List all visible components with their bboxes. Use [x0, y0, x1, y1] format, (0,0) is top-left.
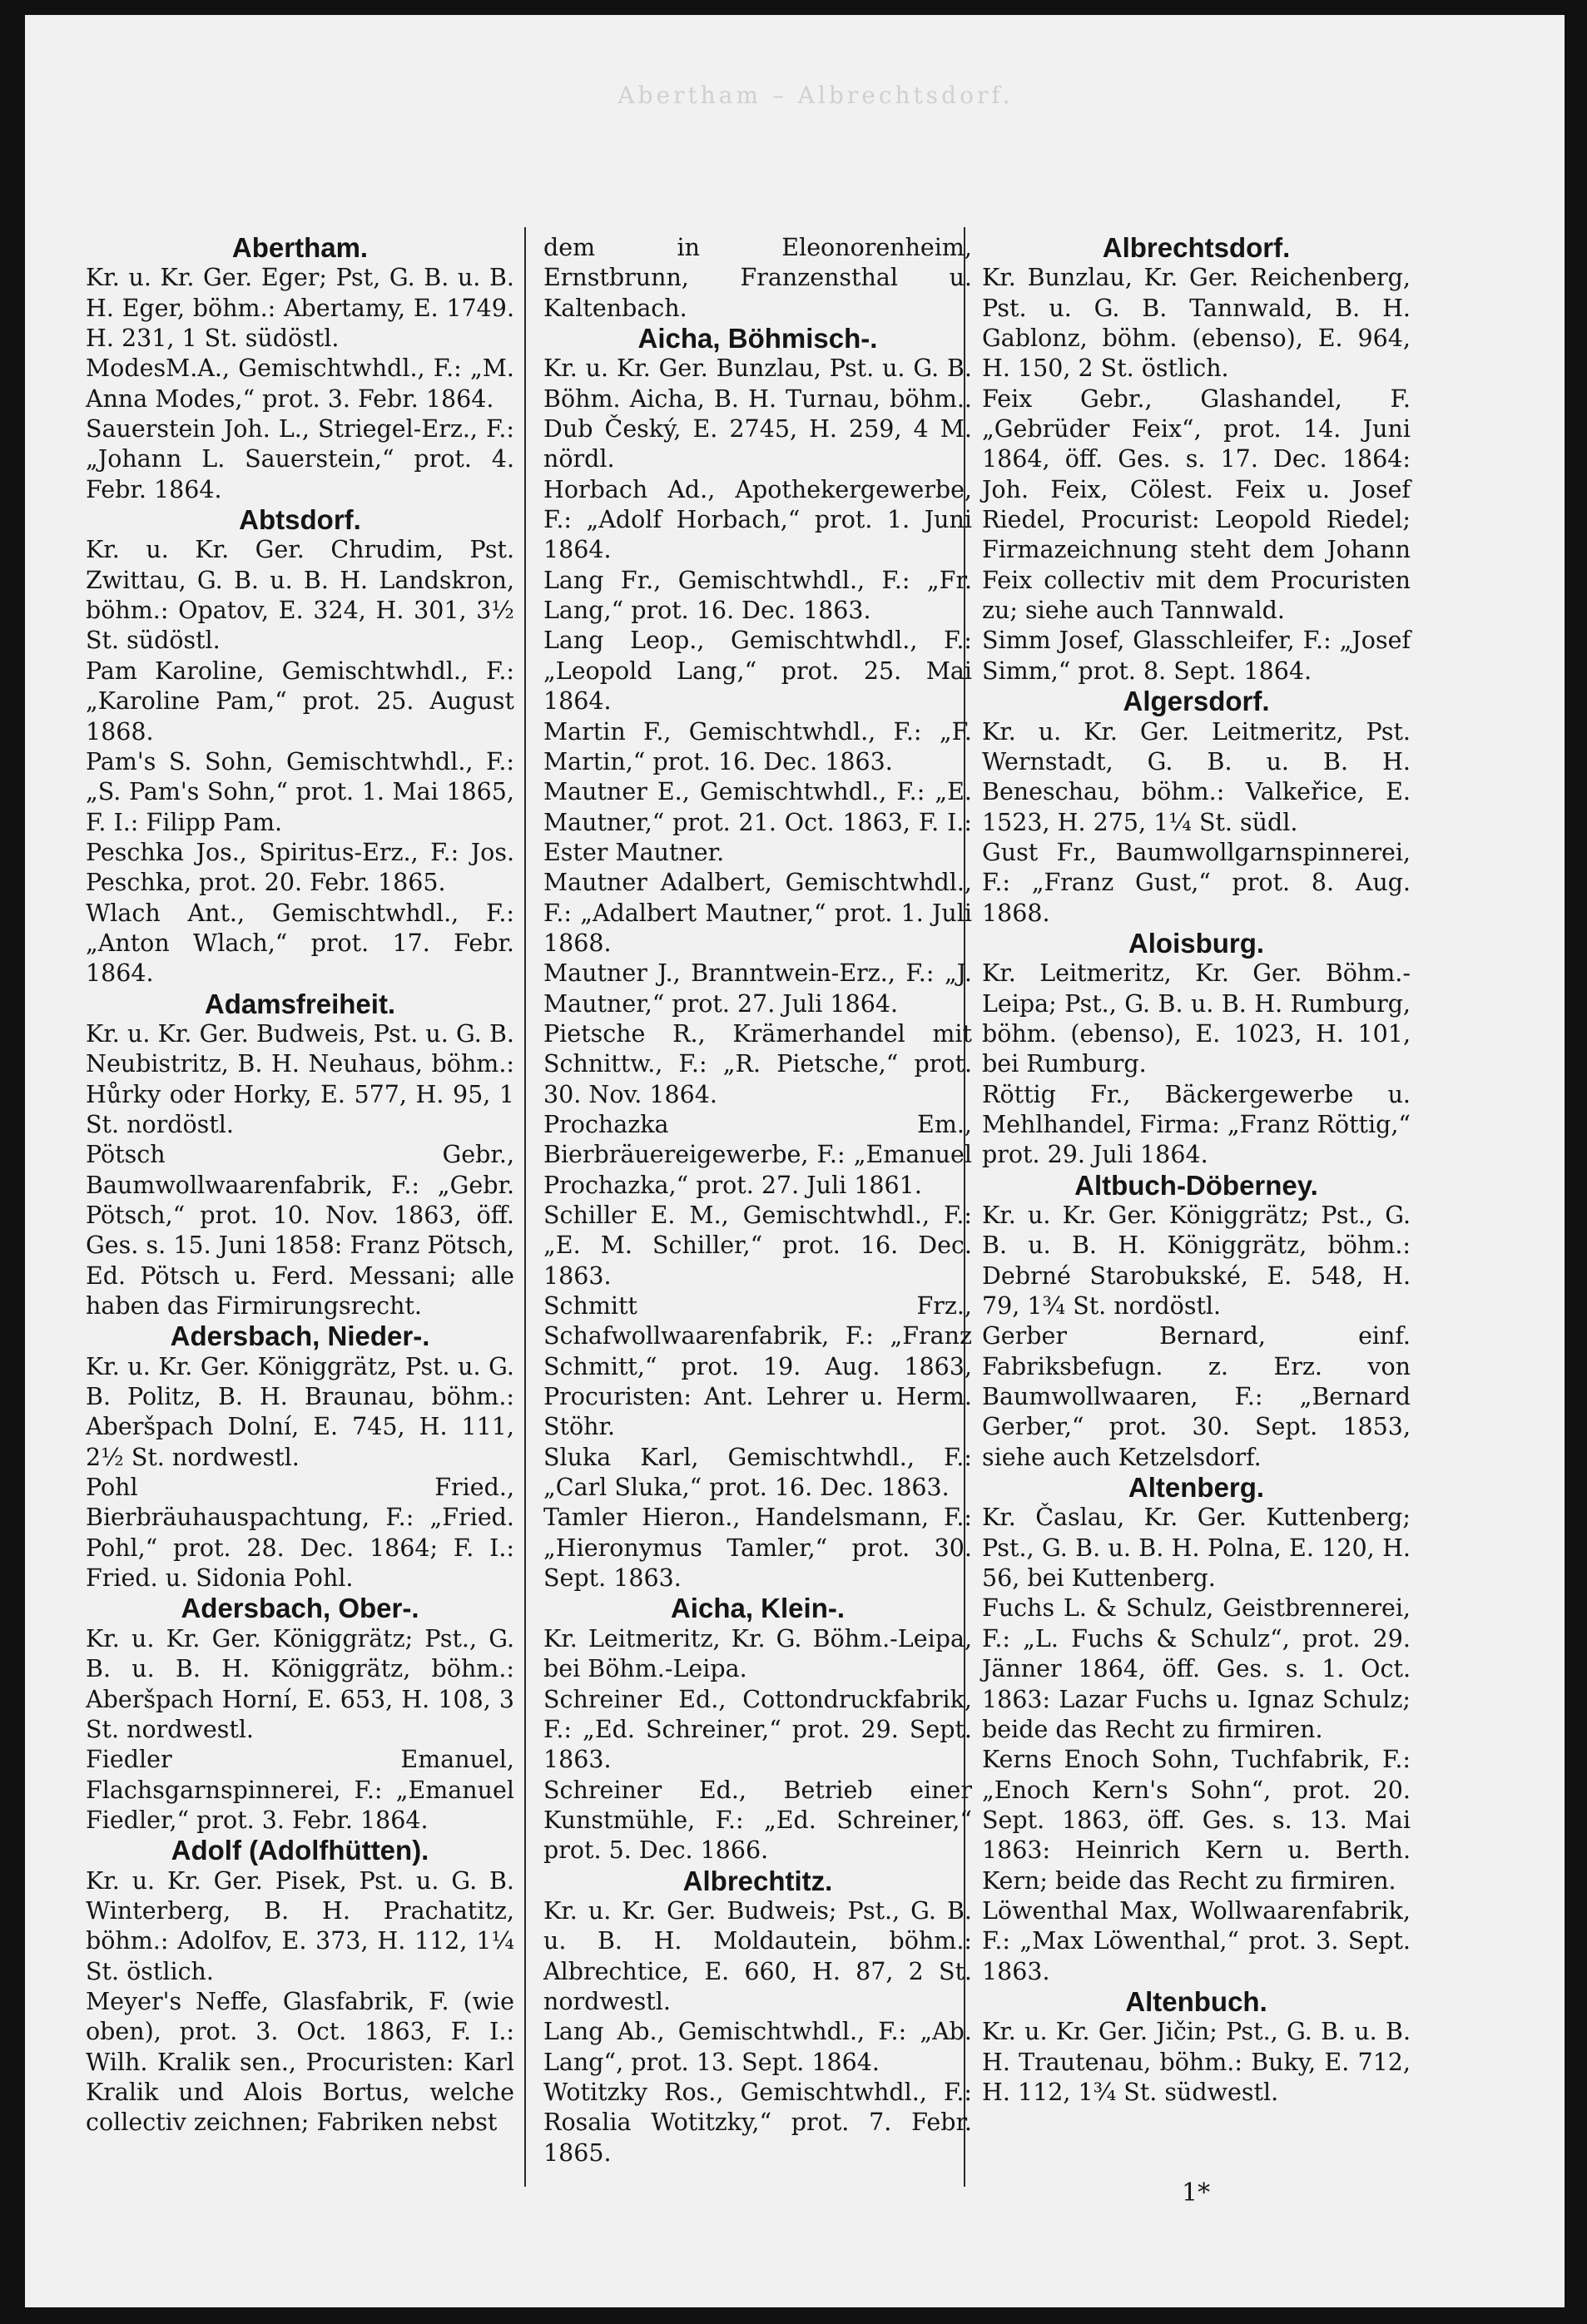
- place-heading: Algersdorf.: [1123, 686, 1270, 717]
- place-heading: Altbuch-Döberney.: [1074, 1169, 1318, 1201]
- directory-entry: Röttig Fr., Bäckergewerbe u. Mehlhandel, Firma: „Franz Röttig,“ prot. 29. Juli 1864.: [982, 1080, 1411, 1169]
- book-page: [25, 15, 1565, 2307]
- directory-entry: Wotitzky Ros., Gemischtwhdl., F.: Rosalia Wotitzky,“ prot. 7. Febr. 1865.: [543, 2078, 972, 2167]
- place-heading: Aicha, Klein-.: [670, 1593, 846, 1624]
- directory-entry: Kr. u. Kr. Ger. Jičin; Pst., G. B. u. B. H. Trautenau, böhm.: Buky, E. 712, H. 112, 1¾ St. südwestl.: [982, 2018, 1411, 2106]
- place-heading: Albrechtsdorf.: [1102, 232, 1291, 263]
- running-header: Abertham – Albrechtsdorf.: [617, 82, 1014, 109]
- directory-entry: Kr. u. Kr. Ger. Königgrätz, Pst. u. G. B. Politz, B. H. Braunau, böhm.: Aberšpach Dolní, E. 745, H. 111, 2½ St. nordwestl.: [86, 1352, 514, 1471]
- directory-entry: Sauerstein Joh. L., Striegel-Erz., F.: „Johann L. Sauerstein,“ prot. 4. Febr. 1864.: [86, 415, 514, 503]
- place-heading: Abertham.: [231, 232, 369, 263]
- directory-entry: Lang Fr., Gemischtwhdl., F.: „Fr. Lang,“ prot. 16. Dec. 1863.: [543, 566, 972, 625]
- directory-entry: Mautner Adalbert, Gemischtwhdl., F.: „Adalbert Mautner,“ prot. 1. Juli 1868.: [543, 869, 972, 957]
- directory-entry: Kr. Bunzlau, Kr. Ger. Reichenberg, Pst. u. G. B. Tannwald, B. H. Gablonz, böhm. (ebenso), E. 964, H. 150, 2 St. östlich.: [982, 264, 1411, 383]
- directory-entry: Pam's S. Sohn, Gemischtwhdl., F.: „S. Pam's Sohn,“ prot. 1. Mai 1865, F. I.: Filipp Pam.: [86, 747, 514, 836]
- directory-entry: Kr. u. Kr. Ger. Königgrätz; Pst., G. B. u. B. H. Königgrätz, böhm.: Debrné Starobukské, E. 548, H. 79, 1¾ St. nordöstl.: [982, 1202, 1411, 1321]
- directory-entry: Fuchs L. & Schulz, Geistbrennerei, F.: „L. Fuchs & Schulz“, prot. 29. Jänner 1864, öff. Ges. s. 1. Oct. 1863: Lazar Fuchs u. Ignaz Schulz; beide das Recht zu firmiren.: [982, 1594, 1411, 1743]
- directory-entry: Kr. u. Kr. Ger. Leitmeritz, Pst. Wernstadt, G. B. u. B. H. Beneschau, böhm.: Valkeřice, E. 1523, H. 275, 1¼ St. südl.: [982, 717, 1411, 836]
- directory-entry: Peschka Jos., Spiritus-Erz., F.: Jos. Peschka, prot. 20. Febr. 1865.: [86, 838, 514, 897]
- directory-entry: Lang Ab., Gemischtwhdl., F.: „Ab. Lang“, prot. 13. Sept. 1864.: [543, 2018, 972, 2076]
- page-number: 1*: [1182, 2178, 1211, 2208]
- directory-entry: Sluka Karl, Gemischtwhdl., F.: „Carl Sluka,“ prot. 16. Dec. 1863.: [543, 1443, 972, 1502]
- column-right: [982, 233, 1411, 2108]
- place-heading: Adamsfreiheit.: [204, 988, 396, 1019]
- directory-entry: Pietsche R., Krämerhandel mit Schnittw., F.: „R. Pietsche,“ prot. 30. Nov. 1864.: [543, 1019, 972, 1108]
- directory-entry: Pohl Fried., Bierbräuhauspachtung, F.: „Fried. Pohl,“ prot. 28. Dec. 1864; F. I.: Fried. u. Sidonia Pohl.: [86, 1474, 514, 1593]
- directory-entry: Feix Gebr., Glashandel, F. „Gebrüder Feix“, prot. 14. Juni 1864, öff. Ges. s. 17. Dec. 1864: Joh. Feix, Cölest. Feix u. Josef Riedel, Procurist: Leopold Riedel; Firmazeichnung steht dem Johann Feix collectiv mit dem Procuristen zu; siehe auch Tannwald.: [982, 384, 1411, 625]
- directory-entry: Kr. u. Kr. Ger. Bunzlau, Pst. u. G. B. Böhm. Aicha, B. H. Turnau, böhm.. Dub Český, E. 2745, H. 259, 4 M. nördl.: [543, 354, 972, 473]
- directory-entry: Gust Fr., Baumwollgarnspinnerei, F.: „Franz Gust,“ prot. 8. Aug. 1868.: [982, 838, 1411, 927]
- directory-entry: Pam Karoline, Gemischtwhdl., F.: „Karoline Pam,“ prot. 25. August 1868.: [86, 657, 514, 746]
- place-heading: Aicha, Böhmisch-.: [637, 323, 878, 354]
- column-middle: [543, 233, 972, 2168]
- place-heading: Aloisburg.: [1128, 927, 1265, 959]
- column-left: [86, 233, 514, 2138]
- place-heading: Abtsdorf.: [239, 504, 361, 536]
- directory-entry: Kr. u. Kr. Ger. Chrudim, Pst. Zwittau, G. B. u. B. H. Landskron, böhm.: Opatov, E. 324, H. 301, 3½ St. südöstl.: [86, 536, 514, 655]
- directory-entry: Lang Leop., Gemischtwhdl., F.: „Leopold Lang,“ prot. 25. Mai 1864.: [543, 627, 972, 716]
- directory-entry: Löwenthal Max, Wollwaarenfabrik, F.: „Max Löwenthal,“ prot. 3. Sept. 1863.: [982, 1896, 1411, 1985]
- directory-entry: Martin F., Gemischtwhdl., F.: „F. Martin,“ prot. 16. Dec. 1863.: [543, 717, 972, 775]
- directory-entry: Mautner J., Branntwein-Erz., F.: „J. Mautner,“ prot. 27. Juli 1864.: [543, 959, 972, 1018]
- place-heading: Albrechtitz.: [682, 1865, 833, 1896]
- directory-entry: Schmitt Frz., Schafwollwaarenfabrik, F.: „Franz Schmitt,“ prot. 19. Aug. 1863, Procuristen: Ant. Lehrer u. Herm. Stöhr.: [543, 1292, 972, 1441]
- place-heading: Altenberg.: [1128, 1472, 1265, 1504]
- directory-entry: dem in Eleonorenheim, Ernstbrunn, Franzensthal u. Kaltenbach.: [543, 234, 972, 322]
- directory-entry: Kr. u. Kr. Ger. Budweis; Pst., G. B. u. B. H. Moldautein, böhm.: Albrechtice, E. 660, H. 87, 2 St. nordwestl.: [543, 1896, 972, 2015]
- directory-entry: Prochazka Em., Bierbräuereigewerbe, F.: „Emanuel Prochazka,“ prot. 27. Juli 1861.: [543, 1110, 972, 1199]
- directory-entry: Kr. u. Kr. Ger. Budweis, Pst. u. G. B. Neubistritz, B. H. Neuhaus, böhm.: Hůrky oder Horky, E. 577, H. 95, 1 St. nordöstl.: [86, 1019, 514, 1138]
- directory-entry: Schreiner Ed., Betrieb einer Kunstmühle, F.: „Ed. Schreiner,“ prot. 5. Dec. 1866.: [543, 1776, 972, 1865]
- directory-entry: Wlach Ant., Gemischtwhdl., F.: „Anton Wlach,“ prot. 17. Febr. 1864.: [86, 899, 514, 988]
- place-heading: Altenbuch.: [1125, 1985, 1267, 2017]
- directory-entry: Kr. u. Kr. Ger. Pisek, Pst. u. G. B. Winterberg, B. H. Prachatitz, böhm.: Adolfov, E. 373, H. 112, 1¼ St. östlich.: [86, 1866, 514, 1985]
- directory-entry: Fiedler Emanuel, Flachsgarnspinnerei, F.: „Emanuel Fiedler,“ prot. 3. Febr. 1864.: [86, 1746, 514, 1834]
- directory-entry: Kr. Leitmeritz, Kr. Ger. Böhm.-Leipa; Pst., G. B. u. B. H. Rumburg, böhm. (ebenso), E. 1023, H. 101, bei Rumburg.: [982, 959, 1411, 1078]
- directory-entry: Simm Josef, Glasschleifer, F.: „Josef Simm,“ prot. 8. Sept. 1864.: [982, 627, 1411, 685]
- directory-entry: Kr. u. Kr. Ger. Königgrätz; Pst., G. B. u. B. H. Königgrätz, böhm.: Aberšpach Horní, E. 653, H. 108, 3 St. nordwestl.: [86, 1624, 514, 1743]
- directory-entry: Gerber Bernard, einf. Fabriksbefugn. z. Erz. von Baumwollwaaren, F.: „Bernard Gerber,“ prot. 30. Sept. 1853, siehe auch Ketzelsdorf.: [982, 1322, 1411, 1471]
- column-rule-left: [524, 227, 526, 2187]
- place-heading: Adersbach, Nieder-.: [170, 1321, 430, 1352]
- directory-entry: Schiller E. M., Gemischtwhdl., F.: „E. M. Schiller,“ prot. 16. Dec. 1863.: [543, 1202, 972, 1290]
- directory-entry: Kerns Enoch Sohn, Tuchfabrik, F.: „Enoch Kern's Sohn“, prot. 20. Sept. 1863, öff. Ges. s. 13. Mai 1863: Heinrich Kern u. Berth. Kern; beide das Recht zu firmiren.: [982, 1746, 1411, 1895]
- directory-entry: Kr. u. Kr. Ger. Eger; Pst, G. B. u. B. H. Eger, böhm.: Abertamy, E. 1749. H. 231, 1 St. südöstl.: [86, 264, 514, 353]
- directory-entry: Schreiner Ed., Cottondruckfabrik, F.: „Ed. Schreiner,“ prot. 29. Sept. 1863.: [543, 1685, 972, 1774]
- directory-entry: Pötsch Gebr., Baumwollwaarenfabrik, F.: „Gebr. Pötsch,“ prot. 10. Nov. 1863, öff. Ges. s. 15. Juni 1858: Franz Pötsch, Ed. Pötsch u. Ferd. Messani; alle haben das Firmirungsrecht.: [86, 1141, 514, 1321]
- directory-entry: Kr. Časlau, Kr. Ger. Kuttenberg; Pst., G. B. u. B. H. Polna, E. 120, H. 56, bei Kuttenberg.: [982, 1504, 1411, 1593]
- directory-entry: ModesM.A., Gemischtwhdl., F.: „M. Anna Modes,“ prot. 3. Febr. 1864.: [86, 354, 514, 413]
- directory-entry: Mautner E., Gemischtwhdl., F.: „E. Mautner,“ prot. 21. Oct. 1863, F. I.: Ester Mautner.: [543, 778, 972, 866]
- place-heading: Adolf (Adolfhütten).: [171, 1835, 429, 1866]
- directory-entry: Tamler Hieron., Handelsmann, F.: „Hieronymus Tamler,“ prot. 30. Sept. 1863.: [543, 1504, 972, 1593]
- directory-entry: Meyer's Neffe, Glasfabrik, F. (wie oben), prot. 3. Oct. 1863, F. I.: Wilh. Kralik sen., Procuristen: Karl Kralik und Alois Bortus, welche collectiv zeichnen; Fabriken nebst: [86, 1987, 514, 2137]
- place-heading: Adersbach, Ober-.: [181, 1593, 419, 1624]
- directory-entry: Kr. Leitmeritz, Kr. G. Böhm.-Leipa, bei Böhm.-Leipa.: [543, 1624, 972, 1683]
- directory-entry: Horbach Ad., Apothekergewerbe, F.: „Adolf Horbach,“ prot. 1. Juni 1864.: [543, 475, 972, 564]
